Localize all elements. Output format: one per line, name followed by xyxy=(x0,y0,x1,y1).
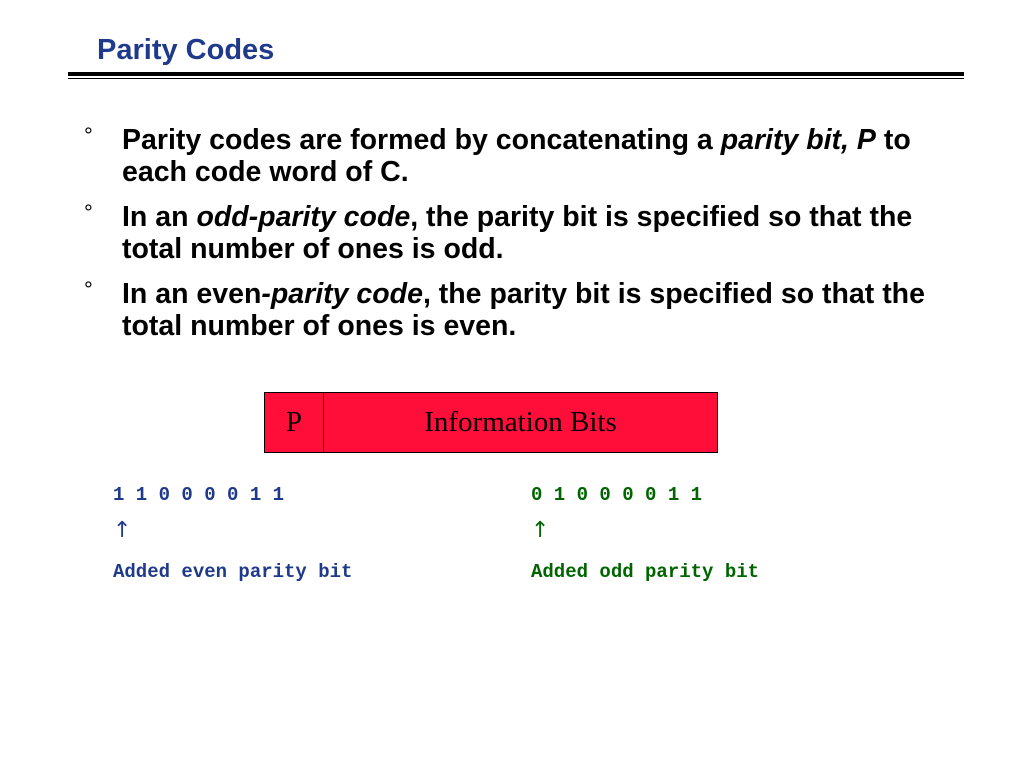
bullet-mark: ° xyxy=(84,200,93,225)
up-arrow-icon: ↑ xyxy=(113,518,132,543)
bullet-text-part: to each code word of C. xyxy=(122,124,911,188)
even-parity-caption: Added even parity bit xyxy=(113,561,353,583)
bullet-mark: ° xyxy=(84,277,93,302)
bullet-text-part: Parity codes are formed by concatenating a xyxy=(122,124,721,156)
bullet-text-part: , the parity bit is specified so that the total number of ones is odd. xyxy=(122,201,913,265)
bullet-text-part: , the parity bit is specified so that the total number of ones is even. xyxy=(122,278,925,342)
bullet-text-part: In an xyxy=(122,201,197,233)
bullet-item-parity-codes xyxy=(84,124,954,188)
slide-title: Parity Codes xyxy=(97,34,275,66)
bullet-mark: ° xyxy=(84,123,93,148)
up-arrow-icon: ↑ xyxy=(531,518,550,543)
even-parity-bits: 1 1 0 0 0 0 1 1 xyxy=(113,484,285,506)
parity-bit-cell: P xyxy=(265,393,324,452)
information-bits-cell: Information Bits xyxy=(424,406,617,438)
bullet-item-even-parity xyxy=(84,278,954,342)
bullet-text-italic: odd-parity code xyxy=(196,201,411,233)
bullet-item-odd-parity xyxy=(84,201,954,265)
odd-parity-bits: 0 1 0 0 0 0 1 1 xyxy=(531,484,703,506)
title-divider-thin xyxy=(68,78,964,79)
bullet-list xyxy=(84,124,954,355)
bullet-text-part: In an even xyxy=(122,278,262,310)
parity-codeword-diagram xyxy=(264,392,718,453)
bullet-text-italic: parity bit, P xyxy=(720,124,876,156)
title-divider-thick xyxy=(68,72,964,76)
bullet-text-italic: -parity code xyxy=(261,278,423,310)
odd-parity-caption: Added odd parity bit xyxy=(531,561,760,583)
